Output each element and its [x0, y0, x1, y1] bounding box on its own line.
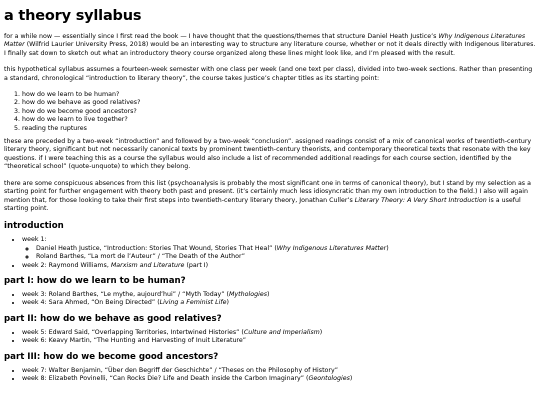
introduction-readings — [4, 236, 536, 270]
intro-paragraph-3: these are preceded by a two-week “introduction” and followed by a two-week “conclusion”. assigned readings consist of a mix of canonical works of twentieth-century literary theory, significant but not necessarily canonical texts by prominent twentieth-century theorists, and contemporary theoretical texts that resonate with the key questions. if I were teaching this as a course the syllabus would also include a list of recommended additional readings for each course section, identified by the “theoretical school” (quote-unquote) to which they belong. — [4, 138, 532, 171]
list-item: • week 5: Edward Said, “Overlapping Territories, Intertwined Histories” (Culture and Imperialism) — [22, 329, 536, 337]
book-title: Why Indigenous Literatures Matter — [4, 33, 526, 49]
list-item: • week 7: Walter Benjamin, “Über den Begriff der Geschichte” / “Theses on the Philosophy of History” — [22, 367, 536, 375]
section-heading-part2: part II: how do we behave as good relatives? — [4, 313, 222, 324]
intro-paragraph-1: for a while now — essentially since I first read the book — I have thought that the questions/themes that structure Daniel Heath Justice’s Why Indigenous Literatures Matter (Wilfrid Laurier University Press, 2018) would be an interesting way to structure any literature course, whether or not it deals directly with Indigenous literatures. I finally sat down to sketch out what an introductory theory course organized along these lines might look like, and I’m pleased with the result. — [4, 33, 536, 57]
list-item: • week 3: Roland Barthes, “Le mythe, aujourd’hui” / “Myth Today” (Mythologies) — [22, 291, 536, 299]
list-item: • week 1: ◦ Daniel Heath Justice, “Introduction: Stories That Wound, Stories That Heal” (Why Indigenous Literatures Matter) ◦ Roland Barthes, “La mort de l’Auteur” / “The Death of the Author” — [22, 236, 536, 261]
intro-paragraph-2: this hypothetical syllabus assumes a fourteen-week semester with one class per week (and one text per class), divided into two-week sections. Rather than presenting a standard, chronological “introduction to literary theory”, the course takes Justice’s chapter titles as its starting point: — [4, 66, 533, 82]
book-title: Living a Feminist Life — [159, 299, 227, 307]
book-title: Geontologies — [308, 374, 350, 382]
section-heading-part3: part III: how do we become good ancestors? — [4, 351, 219, 362]
book-title: Culture and Imperialism — [243, 328, 320, 336]
book-title: Why Indigenous Literatures Matter — [276, 244, 387, 252]
list-item: • week 6: Keavy Martin, “The Hunting and Harvesting of Inuit Literature” — [22, 337, 536, 345]
book-title: Literary Theory: A Very Short Introduction — [354, 196, 487, 204]
list-item: ◦ Roland Barthes, “La mort de l’Auteur” / “The Death of the Author” — [36, 253, 536, 261]
book-title: Marxism and Literature — [110, 261, 185, 269]
list-item: 1. how do we learn to be human? — [22, 91, 536, 99]
list-item: 4. how do we learn to live together? — [22, 116, 536, 124]
list-item: • week 4: Sara Ahmed, “On Being Directed” (Living a Feminist Life) — [22, 299, 536, 307]
part1-readings — [4, 291, 536, 308]
intro-paragraph-4: there are some conspicuous absences from this list (psychoanalysis is probably the most significant one in terms of canonical theory), but I stand by my selection as a starting point for further engagement with theory both past and present. (it’s certainly much less idiosyncratic than my own introduction to the field.) I also will again mention that, for those looking to take their first steps into twentieth-century literary theory, Jonathan Culler’s Literary Theory: A Very Short Introduction is a useful starting point. — [4, 179, 531, 212]
list-item: 3. how do we become good ancestors? — [22, 108, 536, 116]
section-heading-part1: part I: how do we learn to be human? — [4, 275, 186, 286]
part3-readings — [4, 367, 536, 384]
list-item: 5. reading the ruptures — [22, 125, 536, 133]
list-item: 2. how do we behave as good relatives? — [22, 99, 536, 107]
article — [4, 0, 536, 388]
part2-readings — [4, 329, 536, 346]
questions-list — [4, 91, 536, 133]
week1-readings — [22, 245, 536, 262]
list-item: • week 8: Elizabeth Povinelli, “Can Rocks Die? Life and Death inside the Carbon Imaginary” (Geontologies) — [22, 375, 536, 383]
page-title: a theory syllabus — [4, 8, 142, 24]
list-item: • week 2: Raymond Williams, Marxism and Literature (part I) — [22, 262, 536, 270]
book-title: Mythologies — [229, 290, 267, 298]
section-heading-introduction: introduction — [4, 221, 64, 232]
list-item: ◦ Daniel Heath Justice, “Introduction: Stories That Wound, Stories That Heal” (Why Indigenous Literatures Matter) — [36, 245, 536, 253]
